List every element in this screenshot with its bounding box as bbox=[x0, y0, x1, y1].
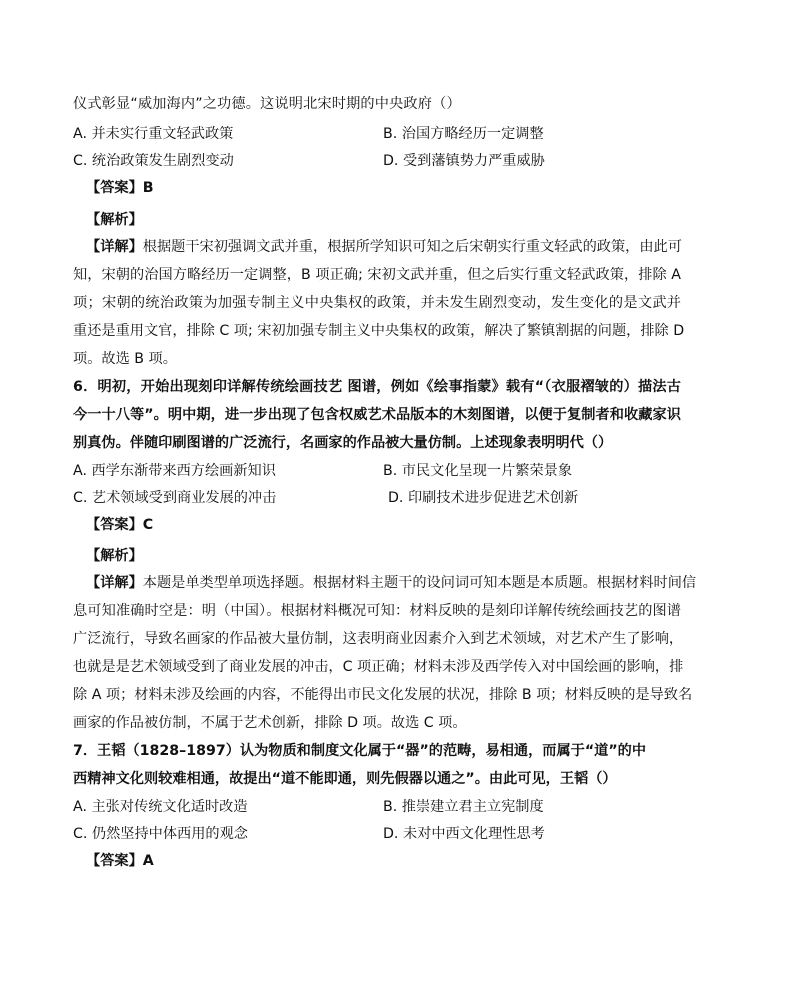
detail-label: 【详解】 bbox=[86, 575, 143, 591]
q6-answer bbox=[86, 516, 153, 534]
q6-option-c: C. 艺术领域受到商业发展的冲击 bbox=[73, 490, 277, 506]
q7-answer bbox=[86, 852, 154, 870]
answer-label: 【答案】 bbox=[86, 180, 143, 196]
answer-value: A bbox=[142, 853, 154, 869]
stem-line: 7．王韬（1828–1897）认为物质和制度文化属于“器”的范畴，易相通，而属于“道”的中 bbox=[73, 743, 647, 759]
answer-value: B bbox=[142, 180, 154, 196]
q5-analysis-label: 【解析】 bbox=[86, 212, 143, 228]
answer-value: C bbox=[142, 517, 154, 533]
detail-line: 重还是重用文官，排除 C 项; 宋初加强专制主义中央集权的政策，解决了繁镇割据的问题，排除 D bbox=[73, 323, 685, 339]
answer-label: 【答案】 bbox=[86, 517, 143, 533]
answer-label: 【答案】 bbox=[86, 853, 143, 869]
q5-detail bbox=[73, 233, 685, 373]
question-6-stem bbox=[73, 373, 681, 457]
detail-line: 除 A 项；材料未涉及绘画的内容，不能得出市民文化发展的状况，排除 B 项；材料反映的是导致名 bbox=[73, 687, 693, 703]
q6-option-a: A. 西学东渐带来西方绘画新知识 bbox=[73, 463, 276, 479]
stem-line: 今一十八等”。明中期，进一步出现了包含权威艺术品版本的木刻图谱，以便于复制者和收藏家识 bbox=[73, 407, 681, 423]
q5-option-b: B. 治国方略经历一定调整 bbox=[383, 126, 544, 142]
detail-line: 项。故选 B 项。 bbox=[73, 351, 177, 367]
q5-option-d: D. 受到藩镇势力严重威胁 bbox=[383, 153, 545, 169]
q6-option-b: B. 市民文化呈现一片繁荣景象 bbox=[383, 463, 573, 479]
q7-option-b: B. 推崇建立君主立宪制度 bbox=[383, 799, 544, 815]
stem-line: 6．明初，开始出现刻印详解传统绘画技艺 图谱，例如《绘事指蒙》载有“（衣服褶皱的）描法古 bbox=[73, 379, 681, 395]
detail-line: 画家的作品被仿制，不属于艺术创新，排除 D 项。故选 C 项。 bbox=[73, 715, 467, 731]
q6-analysis-label: 【解析】 bbox=[86, 548, 143, 564]
q7-option-d: D. 未对中西文化理性思考 bbox=[383, 826, 545, 842]
detail-line: 项；宋朝的统治政策为加强专制主义中央集权的政策，并未发生剧烈变动，发生变化的是文武并 bbox=[73, 295, 681, 311]
detail-label: 【详解】 bbox=[86, 239, 143, 255]
q5-answer bbox=[86, 179, 154, 197]
q5-option-c: C. 统治政策发生剧烈变动 bbox=[73, 153, 234, 169]
stem-line: 别真伪。伴随印刷图谱的广泛流行，名画家的作品被大量仿制。上述现象表明明代（） bbox=[73, 435, 613, 451]
detail-line: 【详解】根据题干宋初强调文武并重，根据所学知识可知之后宋朝实行重文轻武的政策，由此可 bbox=[86, 239, 682, 255]
detail-line: 【详解】本题是单类型单项选择题。根据材料主题干的设问词可知本题是本质题。根据材料时间信 bbox=[86, 575, 697, 591]
q7-option-c: C. 仍然坚持中体西用的观念 bbox=[73, 826, 248, 842]
detail-line: 息可知准确时空是：明（中国）。根据材料概况可知：材料反映的是刻印详解传统绘画技艺的图谱 bbox=[73, 603, 681, 619]
detail-line: 广泛流行，导致名画家的作品被大量仿制，这表明商业因素介入到艺术领域，对艺术产生了影响， bbox=[73, 631, 684, 647]
detail-line: 也就是是艺术领域受到了商业发展的冲击，C 项正确；材料未涉及西学传入对中国绘画的影响，排 bbox=[73, 659, 684, 675]
question-5-stem-end: 仪式彰显“威加海内”之功德。这说明北宋时期的中央政府（） bbox=[73, 96, 461, 112]
detail-line: 知，宋朝的治国方略经历一定调整，B 项正确; 宋初文武并重，但之后实行重文轻武政策，排除 A bbox=[73, 267, 681, 283]
q7-option-a: A. 主张对传统文化适时改造 bbox=[73, 799, 248, 815]
stem-line: 西精神文化则较难相通，故提出“道不能即通，则先假器以通之”。由此可见，王韬（） bbox=[73, 771, 617, 787]
q6-option-d: D. 印刷技术进步促进艺术创新 bbox=[388, 490, 579, 506]
question-7-stem bbox=[73, 737, 681, 793]
q5-option-a: A. 并未实行重文轻武政策 bbox=[73, 126, 234, 142]
q6-detail bbox=[73, 569, 697, 737]
